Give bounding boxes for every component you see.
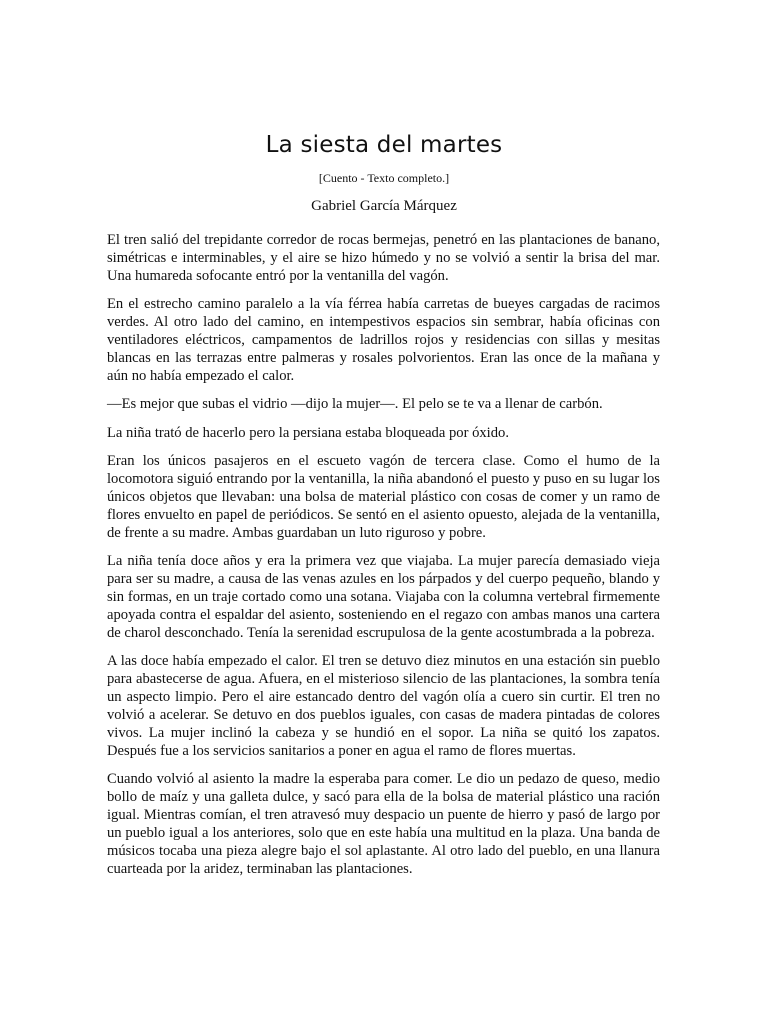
document-subtitle: [Cuento - Texto completo.]: [318, 171, 450, 185]
paragraph: La niña trató de hacerlo pero la persiana estaba bloqueada por óxido.: [107, 424, 509, 441]
paragraph: —Es mejor que subas el vidrio —dijo la mujer—. El pelo se te va a llenar de carbón.: [107, 396, 603, 413]
document-author: Gabriel García Márquez: [311, 198, 457, 214]
paragraph: La niña tenía doce años y era la primera vez que viajaba. La mujer parecía demasiado vieja para ser su madre, a causa de las venas azules en los párpados y del cuerpo pequeño, blando y sin formas, en un traje cortado como una sotana. Viajaba con la columna vertebral firmemente apoyada contra el espaldar del asiento, sosteniendo en el regazo con ambas manos una cartera de charol desconchado. Tenía la serenidad escrupulosa de la gente acostumbrada a la pobreza.: [107, 553, 660, 641]
paragraph: Cuando volvió al asiento la madre la esperaba para comer. Le dio un pedazo de queso, medio bollo de maíz y una galleta dulce, y sacó para ella de la bolsa de material plástico una ración igual. Mientras comían, el tren atravesó muy despacio un puente de hierro y pasó de largo por un pueblo igual a los anteriores, solo que en este había una multitud en la plaza. Una banda de músicos tocaba una pieza alegre bajo el sol aplastante. Al otro lado del pueblo, en una llanura cuarteada por la aridez, terminaban las plantaciones.: [107, 771, 660, 877]
paragraph: A las doce había empezado el calor. El tren se detuvo diez minutos en una estación sin pueblo para abastecerse de agua. Afuera, en el misterioso silencio de las plantaciones, la sombra tenía un aspecto limpio. Pero el aire estancado dentro del vagón olía a cuero sin curtir. El tren no volvió a acelerar. Se detuvo en dos pueblos iguales, con casas de madera pintadas de colores vivos. La mujer inclinó la cabeza y se hundió en el sopor. La niña se quitó los zapatos. Después fue a los servicios sanitarios a poner en agua el ramo de flores muertas.: [107, 653, 660, 759]
paragraph: El tren salió del trepidante corredor de rocas bermejas, penetró en las plantaciones de banano, simétricas e interminables, y el aire se hizo húmedo y no se volvió a sentir la brisa del mar. Una humareda sofocante entró por la ventanilla del vagón.: [107, 232, 660, 284]
paragraph: Eran los únicos pasajeros en el escueto vagón de tercera clase. Como el humo de la locomotora siguió entrando por la ventanilla, la niña abandonó el puesto y puso en su lugar los únicos objetos que llevaban: una bolsa de material plástico con cosas de comer y un ramo de flores envuelto en papel de periódicos. Se sentó en el asiento opuesto, alejada de la ventanilla, de frente a su madre. Ambas guardaban un luto riguroso y pobre.: [107, 453, 660, 541]
story-body: [107, 232, 660, 889]
document-title: La siesta del martes: [265, 132, 503, 158]
paragraph: En el estrecho camino paralelo a la vía férrea había carretas de bueyes cargadas de racimos verdes. Al otro lado del camino, en intempestivos espacios sin sembrar, había oficinas con ventiladores eléctricos, campamentos de ladrillos rojos y residencias con sillas y mesitas blancas en las terrazas entre palmeras y rosales polvorientos. Eran las once de la mañana y aún no había empezado el calor.: [107, 296, 660, 384]
